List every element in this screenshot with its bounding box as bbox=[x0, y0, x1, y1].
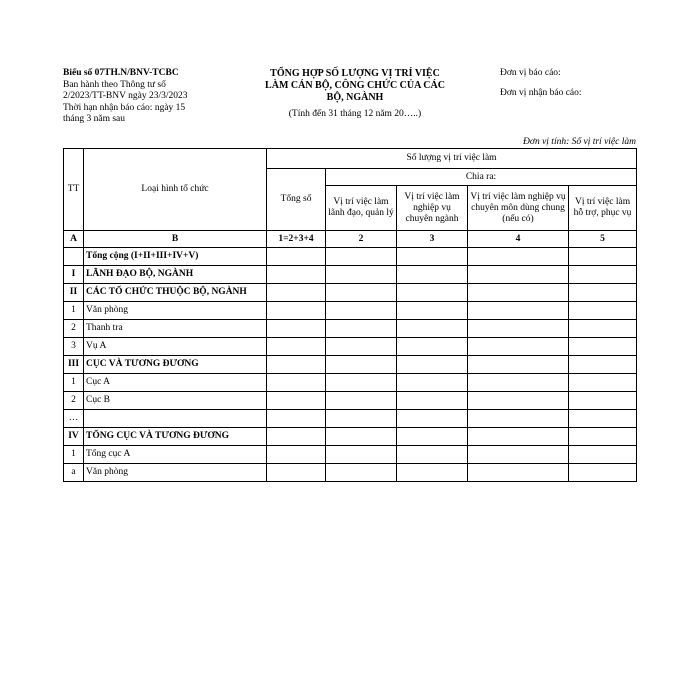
value-cell[interactable] bbox=[326, 392, 397, 410]
row-tt: I bbox=[64, 266, 84, 284]
header-col-leadership: Vị trí việc làm lãnh đạo, quản lý bbox=[326, 186, 397, 231]
report-subtitle: (Tính đến 31 tháng 12 năm 20…..) bbox=[288, 109, 422, 119]
value-cell[interactable] bbox=[326, 266, 397, 284]
value-cell[interactable] bbox=[326, 356, 397, 374]
table-row bbox=[64, 356, 637, 374]
value-cell[interactable] bbox=[569, 302, 637, 320]
index-cell: 5 bbox=[569, 231, 637, 248]
value-cell[interactable] bbox=[397, 392, 468, 410]
value-cell[interactable] bbox=[397, 302, 468, 320]
value-cell[interactable] bbox=[569, 248, 637, 266]
value-cell[interactable] bbox=[569, 356, 637, 374]
value-cell[interactable] bbox=[569, 464, 637, 482]
value-cell[interactable] bbox=[326, 446, 397, 464]
value-cell[interactable] bbox=[326, 428, 397, 446]
report-title bbox=[250, 68, 460, 120]
value-cell[interactable] bbox=[397, 356, 468, 374]
deadline-line-1: Thời hạn nhận báo cáo: ngày 15 bbox=[63, 102, 186, 113]
value-cell[interactable] bbox=[267, 356, 326, 374]
row-org-name: TỔNG CỤC VÀ TƯƠNG ĐƯƠNG bbox=[84, 428, 267, 446]
value-cell[interactable] bbox=[267, 302, 326, 320]
row-tt: 1 bbox=[64, 374, 84, 392]
row-org-name: Văn phòng bbox=[84, 464, 267, 482]
row-tt: 2 bbox=[64, 320, 84, 338]
reporting-unit: Đơn vị báo cáo: bbox=[500, 68, 561, 78]
row-org-name: Văn phòng bbox=[84, 302, 267, 320]
value-cell[interactable] bbox=[468, 410, 569, 428]
value-cell[interactable] bbox=[326, 464, 397, 482]
table-row bbox=[64, 248, 637, 266]
value-cell[interactable] bbox=[569, 446, 637, 464]
row-org-name: Tổng cục A bbox=[84, 446, 267, 464]
header-col-support: Vị trí việc làm hỗ trợ, phục vụ bbox=[569, 186, 637, 231]
issued-line-2: 2/2023/TT-BNV ngày 23/3/2023 bbox=[63, 91, 188, 101]
table-row bbox=[64, 410, 637, 428]
value-cell[interactable] bbox=[569, 410, 637, 428]
value-cell[interactable] bbox=[397, 266, 468, 284]
value-cell[interactable] bbox=[397, 284, 468, 302]
row-org-name: Cục A bbox=[84, 374, 267, 392]
value-cell[interactable] bbox=[267, 338, 326, 356]
row-tt: … bbox=[64, 410, 84, 428]
value-cell[interactable] bbox=[326, 320, 397, 338]
table-row bbox=[64, 284, 637, 302]
index-cell: 3 bbox=[397, 231, 468, 248]
deadline-line-2: tháng 3 năm sau bbox=[63, 114, 126, 124]
receiving-unit: Đơn vị nhận báo cáo: bbox=[500, 88, 582, 98]
value-cell[interactable] bbox=[326, 302, 397, 320]
row-org-name: Vụ A bbox=[84, 338, 267, 356]
header-org-type: Loại hình tổ chức bbox=[84, 149, 267, 231]
header-total: Tổng số bbox=[267, 169, 326, 231]
table-row bbox=[64, 374, 637, 392]
header-breakdown: Chia ra: bbox=[326, 169, 637, 186]
value-cell[interactable] bbox=[267, 428, 326, 446]
table-row bbox=[64, 338, 637, 356]
row-tt: II bbox=[64, 284, 84, 302]
title-line-2: LÀM CÁN BỘ, CÔNG CHỨC CỦA CÁC bbox=[265, 80, 445, 91]
row-tt: a bbox=[64, 464, 84, 482]
value-cell[interactable] bbox=[267, 248, 326, 266]
value-cell[interactable] bbox=[569, 320, 637, 338]
row-tt: 1 bbox=[64, 302, 84, 320]
value-cell[interactable] bbox=[397, 248, 468, 266]
form-code: Biểu số 07TH.N/BNV-TCBC bbox=[63, 68, 179, 78]
row-tt: III bbox=[64, 356, 84, 374]
value-cell[interactable] bbox=[468, 428, 569, 446]
value-cell[interactable] bbox=[468, 392, 569, 410]
table-row bbox=[64, 266, 637, 284]
table-row bbox=[64, 302, 637, 320]
value-cell[interactable] bbox=[267, 464, 326, 482]
index-row bbox=[64, 231, 637, 248]
row-tt: IV bbox=[64, 428, 84, 446]
form-info bbox=[63, 68, 243, 126]
index-cell: 2 bbox=[326, 231, 397, 248]
value-cell[interactable] bbox=[326, 374, 397, 392]
header-col-common: Vị trí việc làm nghiệp vụ chuyên môn dùng chung (nếu có) bbox=[468, 186, 569, 231]
value-cell[interactable] bbox=[569, 392, 637, 410]
index-cell: 4 bbox=[468, 231, 569, 248]
row-org-name: Tổng cộng (I+II+III+IV+V) bbox=[84, 248, 267, 266]
row-org-name: Cục B bbox=[84, 392, 267, 410]
value-cell[interactable] bbox=[267, 446, 326, 464]
unit-info bbox=[500, 68, 650, 108]
index-cell: 1=2+3+4 bbox=[267, 231, 326, 248]
value-cell[interactable] bbox=[468, 266, 569, 284]
report-table bbox=[63, 148, 637, 482]
index-cell: A bbox=[64, 231, 84, 248]
table-row bbox=[64, 392, 637, 410]
value-cell[interactable] bbox=[468, 284, 569, 302]
value-cell[interactable] bbox=[397, 410, 468, 428]
table-body bbox=[64, 248, 637, 482]
issued-line-1: Ban hành theo Thông tư số bbox=[63, 79, 166, 90]
value-cell[interactable] bbox=[468, 446, 569, 464]
value-cell[interactable] bbox=[569, 266, 637, 284]
value-cell[interactable] bbox=[468, 374, 569, 392]
row-org-name bbox=[84, 410, 267, 428]
row-org-name: CỤC VÀ TƯƠNG ĐƯƠNG bbox=[84, 356, 267, 374]
value-cell[interactable] bbox=[468, 320, 569, 338]
value-cell[interactable] bbox=[397, 320, 468, 338]
value-cell[interactable] bbox=[397, 464, 468, 482]
index-cell: B bbox=[84, 231, 267, 248]
row-org-name: Thanh tra bbox=[84, 320, 267, 338]
value-cell[interactable] bbox=[326, 410, 397, 428]
header-tt: TT bbox=[64, 149, 84, 231]
value-cell[interactable] bbox=[397, 446, 468, 464]
value-cell[interactable] bbox=[326, 284, 397, 302]
unit-note: Đơn vị tính: Số vị trí việc làm bbox=[523, 137, 636, 147]
value-cell[interactable] bbox=[267, 374, 326, 392]
value-cell[interactable] bbox=[267, 392, 326, 410]
value-cell[interactable] bbox=[569, 374, 637, 392]
title-line-3: BỘ, NGÀNH bbox=[326, 92, 384, 103]
value-cell[interactable] bbox=[326, 338, 397, 356]
value-cell[interactable] bbox=[397, 428, 468, 446]
value-cell[interactable] bbox=[267, 266, 326, 284]
row-org-name: CÁC TỔ CHỨC THUỘC BỘ, NGÀNH bbox=[84, 284, 267, 302]
value-cell[interactable] bbox=[468, 464, 569, 482]
row-tt: 1 bbox=[64, 446, 84, 464]
row-org-name: LÃNH ĐẠO BỘ, NGÀNH bbox=[84, 266, 267, 284]
table-row bbox=[64, 446, 637, 464]
row-tt: 3 bbox=[64, 338, 84, 356]
value-cell[interactable] bbox=[468, 338, 569, 356]
header-group: Số lượng vị trí việc làm bbox=[267, 149, 637, 169]
value-cell[interactable] bbox=[267, 284, 326, 302]
table-row bbox=[64, 320, 637, 338]
value-cell[interactable] bbox=[569, 428, 637, 446]
value-cell[interactable] bbox=[397, 338, 468, 356]
value-cell[interactable] bbox=[468, 302, 569, 320]
table-row bbox=[64, 428, 637, 446]
value-cell[interactable] bbox=[267, 410, 326, 428]
value-cell[interactable] bbox=[267, 320, 326, 338]
row-tt: 2 bbox=[64, 392, 84, 410]
value-cell[interactable] bbox=[468, 356, 569, 374]
value-cell[interactable] bbox=[569, 338, 637, 356]
title-line-1: TỔNG HỢP SỐ LƯỢNG VỊ TRÍ VIỆC bbox=[270, 68, 440, 79]
value-cell[interactable] bbox=[326, 248, 397, 266]
row-tt bbox=[64, 248, 84, 266]
value-cell[interactable] bbox=[569, 284, 637, 302]
value-cell[interactable] bbox=[468, 248, 569, 266]
header-col-specialized: Vị trí việc làm nghiệp vụ chuyên ngành bbox=[397, 186, 468, 231]
value-cell[interactable] bbox=[397, 374, 468, 392]
table-row bbox=[64, 464, 637, 482]
